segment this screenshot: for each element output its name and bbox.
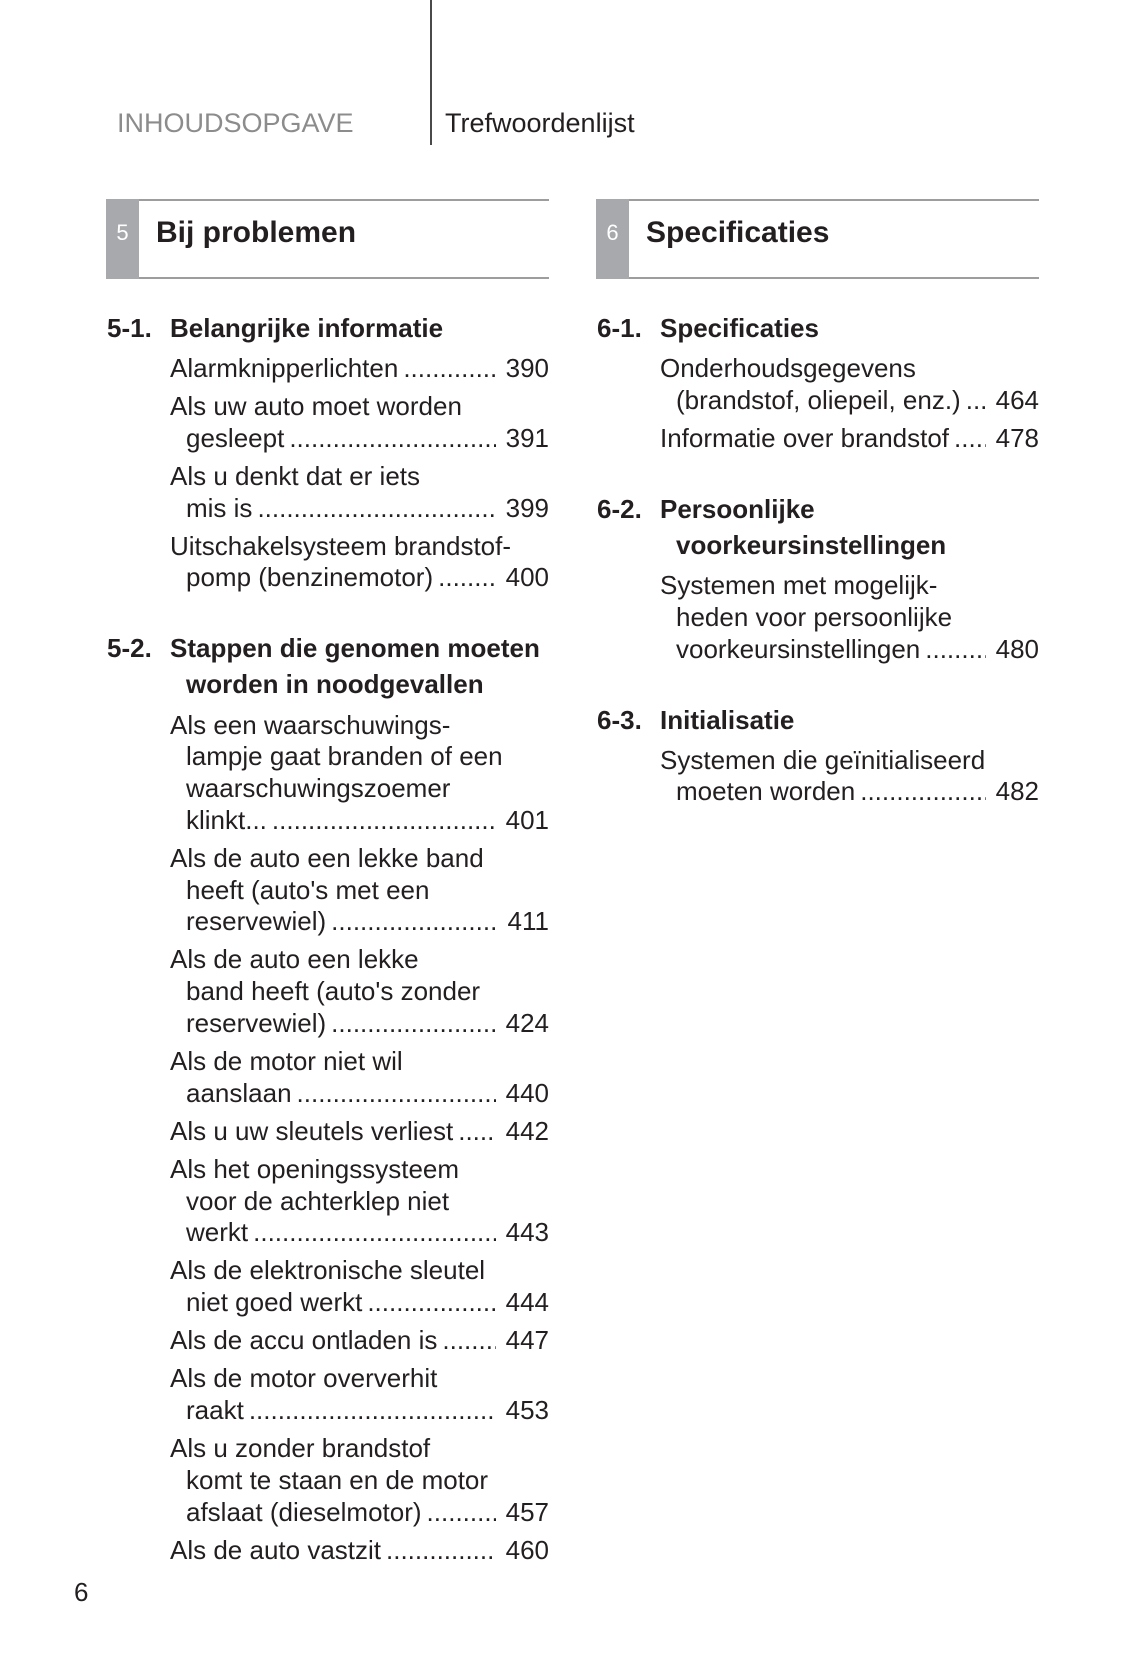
page-number: 6 (74, 1577, 89, 1607)
chapter-6-1 (596, 310, 1039, 455)
toc-entry-engine-overheat[interactable] (170, 1363, 549, 1427)
chapter-title-line: Persoonlijke (660, 493, 815, 524)
dot-leader (367, 1287, 495, 1319)
entry-text: Als de accu ontladen is (170, 1325, 438, 1356)
chapter-title-line: Specificaties (660, 313, 819, 343)
chapter-number: 6-3. (597, 704, 642, 735)
entry-text: moeten worden (676, 776, 856, 807)
chapter-number: 5-1. (107, 313, 152, 343)
page-ref: 424 (505, 1008, 549, 1039)
entry-text: (brandstof, oliepeil, enz.) (676, 384, 961, 415)
toc-entry-battery-discharged[interactable] (170, 1325, 549, 1357)
toc-entry-vehicle-stuck[interactable] (170, 1535, 549, 1567)
chapter-number: 6-2. (597, 493, 642, 524)
chapter-number: 5-2. (107, 633, 152, 664)
entry-text: Alarmknipperlichten (170, 353, 399, 384)
tab-trefwoordenlijst[interactable]: Trefwoordenlijst (445, 108, 635, 138)
toc-entry-engine-wont-start[interactable] (170, 1046, 549, 1110)
entry-text: Als de auto een lekke band (170, 842, 484, 873)
section-header (596, 199, 1039, 279)
toc-entry-personal-settings[interactable] (660, 570, 1039, 665)
section-title: Bij problemen (156, 216, 357, 249)
entry-text: voorkeursinstellingen (676, 633, 921, 664)
chapter-title-line: Initialisatie (660, 704, 795, 735)
chapter-heading (106, 630, 549, 702)
page-ref: 464 (995, 384, 1039, 415)
toc-entry-suspected-problem[interactable] (170, 461, 549, 525)
toc-entry-initialization-items[interactable] (660, 745, 1039, 809)
entry-line (170, 906, 549, 938)
toc-entry-fuel-pump-shutoff[interactable] (170, 531, 549, 595)
entry-text: aanslaan (186, 1077, 292, 1108)
entry-line (170, 805, 549, 837)
page-ref: 401 (505, 804, 549, 835)
dot-leader (860, 776, 985, 808)
page-ref: 447 (505, 1325, 549, 1356)
entry-text: band heeft (auto's zonder (186, 976, 481, 1007)
entry-text: afslaat (dieselmotor) (186, 1496, 422, 1527)
entry-line (170, 562, 549, 594)
entry-line (170, 1325, 549, 1357)
chapter-title-line: Belangrijke informatie (170, 313, 444, 343)
entry-text: Onderhoudsgegevens (660, 353, 916, 384)
entry-text: Als u zonder brandstof (170, 1432, 431, 1463)
chapter-6-3 (596, 702, 1039, 809)
dot-leader (331, 906, 497, 938)
entry-text: lampje gaat branden of een (186, 741, 503, 772)
page-ref: 399 (505, 492, 549, 523)
entry-line (660, 634, 1039, 666)
entry-text: Informatie over brandstof (660, 422, 950, 453)
page-ref: 444 (505, 1287, 549, 1318)
chapter-title (660, 310, 1039, 346)
section-6 (596, 199, 1039, 808)
chapter-heading (106, 310, 549, 346)
entry-line (170, 493, 549, 525)
entry-text: pomp (benzinemotor) (186, 562, 434, 593)
entry-text: Als de motor oververhit (170, 1363, 438, 1394)
page-ref: 478 (995, 422, 1039, 453)
page-ref: 453 (505, 1394, 549, 1425)
dot-leader (925, 634, 985, 666)
chapter-title (170, 310, 549, 346)
entry-text: reservewiel) (186, 1008, 327, 1039)
entry-text: raakt (186, 1394, 244, 1425)
dot-leader (427, 1497, 496, 1529)
section-number-badge (106, 199, 139, 279)
entry-text: komt te staan en de motor (186, 1464, 489, 1495)
entry-line (170, 1395, 549, 1427)
section-number: 6 (606, 220, 619, 245)
toc-entry-flat-tire-no-spare[interactable] (170, 944, 549, 1039)
entry-line (170, 423, 549, 455)
entry-text: Als een waarschuwings- (170, 709, 451, 740)
entry-text: mis is (186, 492, 253, 523)
chapter-heading (596, 491, 1039, 563)
toc-entry-back-door-opener[interactable] (170, 1154, 549, 1249)
dot-leader (954, 423, 986, 455)
entry-text: heden voor persoonlijke (676, 601, 953, 632)
chapter-title-line: Stappen die genomen moeten (170, 633, 540, 664)
dot-leader (331, 1008, 495, 1040)
chapter-list (106, 310, 549, 1566)
dot-leader (297, 1078, 496, 1110)
page-ref: 480 (995, 633, 1039, 664)
chapter-title (660, 491, 1039, 563)
dot-leader (438, 562, 495, 594)
entry-text: Systemen die geïnitialiseerd (660, 744, 986, 775)
chapter-title-line: worden in noodgevallen (186, 669, 484, 700)
entry-text: Als u denkt dat er iets (170, 460, 421, 491)
entry-line (660, 776, 1039, 808)
chapter-title-line: voorkeursinstellingen (676, 529, 947, 560)
entry-line (170, 1116, 549, 1148)
entry-text: Als de auto een lekke (170, 944, 419, 975)
tab-inhoudsopgave[interactable]: INHOUDSOPGAVE (117, 108, 354, 138)
entry-text: Uitschakelsysteem brandstof- (170, 530, 512, 561)
page-ref: 443 (505, 1217, 549, 1248)
entry-line (660, 423, 1039, 455)
entry-line (660, 385, 1039, 417)
toc-entry-warning-light-buzzer[interactable] (170, 710, 549, 837)
section-number: 5 (116, 220, 129, 245)
dot-leader (289, 423, 495, 455)
entry-text: reservewiel) (186, 906, 327, 937)
dot-leader (253, 1217, 495, 1249)
chapter-number: 6-1. (597, 313, 642, 343)
entry-text: niet goed werkt (186, 1287, 363, 1318)
entry-text: voor de achterklep niet (186, 1185, 450, 1216)
toc-entry-fuel-information[interactable] (660, 423, 1039, 455)
page-ref: 442 (505, 1115, 549, 1146)
toc-entry-flat-tire-spare[interactable] (170, 843, 549, 938)
chapter-5-2 (106, 630, 549, 1566)
entry-text: Als de motor niet wil (170, 1046, 403, 1077)
page-ref: 457 (505, 1496, 549, 1527)
page-ref: 482 (995, 776, 1039, 807)
entry-text: Als u uw sleutels verliest (170, 1115, 454, 1146)
dot-leader (257, 493, 495, 525)
entry-text: klinkt... (186, 804, 267, 835)
toc-entry-hazard-lights[interactable] (170, 353, 549, 385)
header-divider (430, 0, 432, 145)
toc-entry-towing[interactable] (170, 391, 549, 455)
page-ref: 390 (505, 353, 549, 384)
entry-text: waarschuwingszoemer (186, 773, 451, 804)
dot-leader (386, 1535, 496, 1567)
entry-text: Als het openingssysteem (170, 1153, 460, 1184)
entry-text: heeft (auto's met een (186, 874, 430, 905)
dot-leader (403, 353, 495, 385)
page-ref: 400 (505, 562, 549, 593)
page-ref: 411 (507, 906, 549, 937)
chapter-heading (596, 310, 1039, 346)
page-ref: 460 (505, 1534, 549, 1565)
chapter-title (170, 630, 549, 702)
toc-entry-maintenance-data[interactable] (660, 353, 1039, 417)
page-ref: 440 (505, 1077, 549, 1108)
entry-line (170, 1497, 549, 1529)
section-5 (106, 199, 549, 1566)
page-ref: 391 (505, 422, 549, 453)
entry-line (170, 353, 549, 385)
dot-leader (966, 385, 986, 417)
chapter-heading (596, 702, 1039, 738)
toc-entry-lost-keys[interactable] (170, 1116, 549, 1148)
chapter-list (596, 310, 1039, 808)
entry-text: werkt (186, 1217, 249, 1248)
dot-leader (249, 1395, 496, 1427)
dot-leader (458, 1116, 495, 1148)
toc-entry-smart-key-malfunction[interactable] (170, 1255, 549, 1319)
section-title: Specificaties (646, 216, 830, 249)
entry-text: gesleept (186, 422, 285, 453)
entry-text: Als uw auto moet worden (170, 391, 462, 422)
entry-line (170, 1078, 549, 1110)
entry-line (170, 1535, 549, 1567)
entry-line (170, 1217, 549, 1249)
entry-text: Als de elektronische sleutel (170, 1255, 486, 1286)
chapter-title (660, 702, 1039, 738)
chapter-6-2 (596, 491, 1039, 665)
toc-entry-out-of-fuel[interactable] (170, 1433, 549, 1528)
entry-line (170, 1008, 549, 1040)
chapter-5-1 (106, 310, 549, 594)
section-number-badge (596, 199, 629, 279)
dot-leader (272, 805, 496, 837)
dot-leader (442, 1325, 495, 1357)
section-header (106, 199, 549, 279)
entry-text: Systemen met mogelijk- (660, 569, 938, 600)
entry-text: Als de auto vastzit (170, 1534, 381, 1565)
entry-line (170, 1287, 549, 1319)
